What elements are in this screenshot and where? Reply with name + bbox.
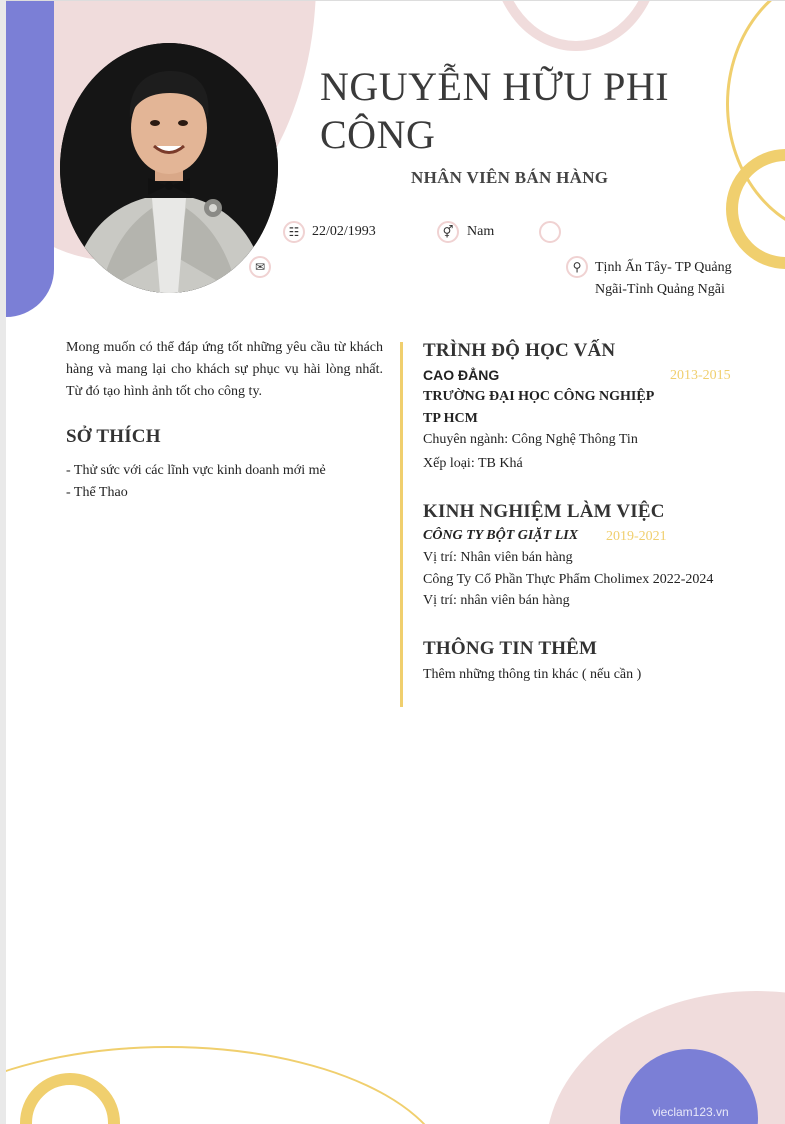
education-school-line-2: TP HCM — [423, 411, 478, 426]
phone-icon — [539, 221, 561, 243]
hobbies-title: SỞ THÍCH — [66, 426, 161, 447]
additional-info-title: THÔNG TIN THÊM — [423, 638, 598, 659]
candidate-name: NGUYỄN HỮU PHI CÔNG — [320, 64, 670, 157]
watermark: vieclam123.vn — [652, 1105, 729, 1119]
experience-company-2: Công Ty Cổ Phần Thực Phẩm Cholimex 2022-2024 — [423, 572, 714, 587]
map-marker-icon: ⚲ — [566, 256, 588, 278]
education-years: 2013-2015 — [670, 368, 731, 383]
avatar — [60, 43, 278, 293]
hobby-item: - Thử sức với các lĩnh vực kinh doanh mới mẻ — [66, 463, 326, 478]
education-major: Chuyên ngành: Công Nghệ Thông Tin — [423, 432, 638, 447]
yellow-ring-decoration — [726, 149, 785, 269]
gender: Nam — [467, 224, 495, 239]
pink-ring-decoration — [491, 0, 661, 51]
experience-role-1: Vị trí: Nhân viên bán hàng — [423, 550, 573, 565]
education-rank: Xếp loại: TB Khá — [423, 456, 523, 471]
education-school-line-1: TRƯỜNG ĐẠI HỌC CÔNG NGHIỆP — [423, 389, 655, 404]
column-divider — [400, 342, 403, 707]
address — [595, 257, 732, 301]
purple-bar-decoration — [6, 1, 54, 317]
experience-title: KINH NGHIỆM LÀM VIỆC — [423, 501, 665, 522]
job-title: NHÂN VIÊN BÁN HÀNG — [411, 168, 609, 187]
hobby-item: - Thể Thao — [66, 485, 128, 500]
cv-page — [6, 0, 785, 1124]
address-line-1: Tịnh Ấn Tây- TP Quảng — [595, 260, 732, 275]
experience-years-1: 2019-2021 — [606, 529, 667, 544]
career-objective: Mong muốn có thể đáp ứng tốt những yêu cầu từ khách hàng và mang lại cho khách sự phục vụ hài lòng nhất. Từ đó tạo hình ảnh tốt cho công ty. — [66, 340, 383, 399]
experience-role-2: Vị trí: nhân viên bán hàng — [423, 593, 570, 608]
address-line-2: Ngãi-Tỉnh Quảng Ngãi — [595, 282, 725, 297]
birthday: 22/02/1993 — [312, 224, 376, 239]
education-degree: CAO ĐẲNG — [423, 367, 500, 383]
cake-icon: ☷ — [283, 221, 305, 243]
additional-info-text: Thêm những thông tin khác ( nếu cần ) — [423, 667, 642, 682]
education-title: TRÌNH ĐỘ HỌC VẤN — [423, 340, 616, 361]
gender-icon: ⚥ — [437, 221, 459, 243]
experience-company-1: CÔNG TY BỘT GIẶT LIX — [423, 528, 579, 543]
email-icon: ✉ — [249, 256, 271, 278]
